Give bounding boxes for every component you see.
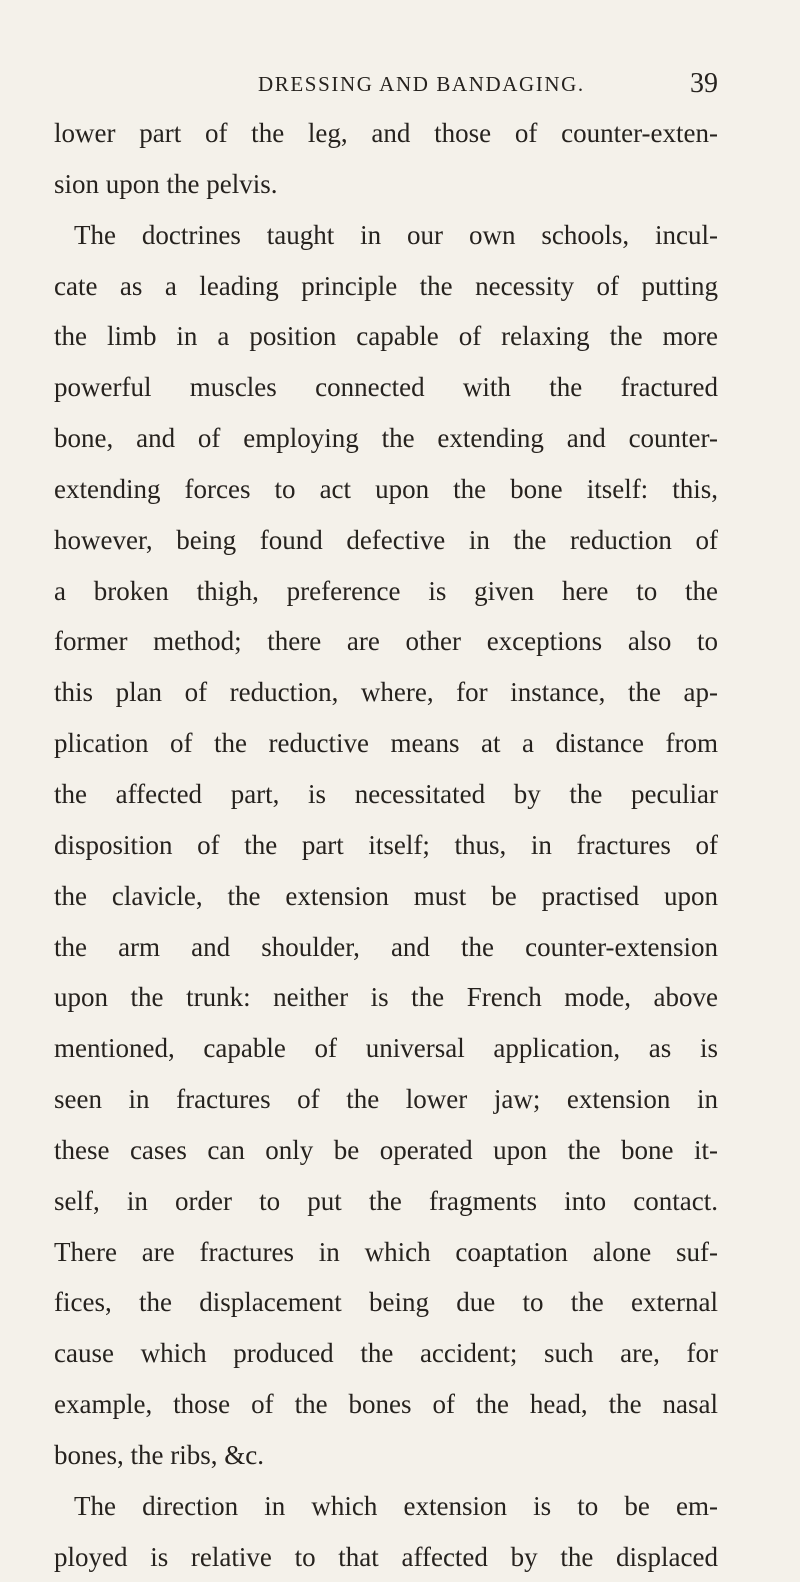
- text-line: the affected part, is necessitated by the peculiar: [54, 778, 718, 809]
- text-line: The direction in which extension is to be em-: [74, 1490, 718, 1521]
- text-line: plication of the reductive means at a distance from: [54, 728, 718, 759]
- text-line: cate as a leading principle the necessity of putting: [54, 270, 718, 301]
- text-line: disposition of the part itself; thus, in fractures of: [54, 829, 718, 860]
- text-line: There are fractures in which coaptation alone suf-: [54, 1236, 718, 1267]
- text-line: ployed is relative to that affected by the displaced: [54, 1541, 718, 1572]
- text-line: a broken thigh, preference is given here to the: [54, 575, 718, 606]
- text-line: sion upon the pelvis.: [54, 168, 278, 199]
- text-line: bone, and of employing the extending and counter-: [54, 423, 718, 454]
- text-line: the arm and shoulder, and the counter-extension: [54, 931, 718, 962]
- text-line: this plan of reduction, where, for instance, the ap-: [54, 677, 718, 708]
- text-line: bones, the ribs, &c.: [54, 1439, 264, 1470]
- text-line: however, being found defective in the reduction of: [54, 524, 718, 555]
- text-line: self, in order to put the fragments into contact.: [54, 1185, 718, 1216]
- text-line: mentioned, capable of universal application, as is: [54, 1033, 718, 1064]
- text-line: former method; there are other exceptions also to: [54, 626, 718, 657]
- text-line: upon the trunk: neither is the French mode, above: [54, 982, 718, 1013]
- page-number: 39: [690, 68, 718, 99]
- text-line: extending forces to act upon the bone itself: this,: [54, 473, 718, 504]
- text-line: the limb in a position capable of relaxing the more: [54, 321, 718, 352]
- running-head: [258, 68, 718, 108]
- text-line: lower part of the leg, and those of counter-exten-: [54, 118, 718, 148]
- running-title: DRESSING AND BANDAGING.: [258, 72, 585, 96]
- text-line: example, those of the bones of the head, the nasal: [54, 1389, 718, 1420]
- text-line: The doctrines taught in our own schools, incul-: [74, 219, 718, 250]
- body-text: [54, 108, 718, 1582]
- text-line: seen in fractures of the lower jaw; extension in: [54, 1084, 718, 1115]
- text-line: fices, the displacement being due to the external: [54, 1287, 718, 1318]
- text-line: the clavicle, the extension must be practised upon: [54, 880, 718, 911]
- text-line: these cases can only be operated upon the bone it-: [54, 1134, 718, 1165]
- text-line: cause which produced the accident; such are, for: [54, 1338, 718, 1369]
- text-line: powerful muscles connected with the fractured: [54, 372, 718, 403]
